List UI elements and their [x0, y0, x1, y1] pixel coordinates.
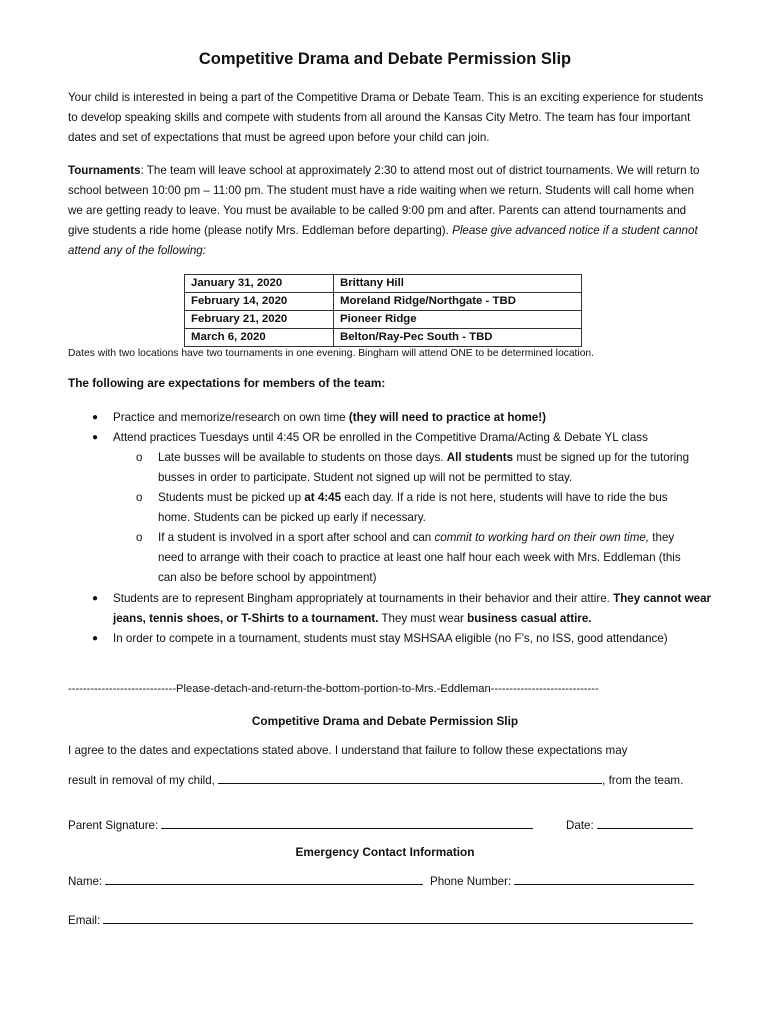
list-item: ● Students are to represent Bingham appropriately at tournaments in their behavior and their attire. They cannot wear jeans, tennis shoes, or T-Shirts to a tournament. They must wear business casual attire. — [92, 589, 712, 629]
table-row — [185, 329, 582, 347]
date-line: Date: — [566, 816, 693, 832]
phone-line: Phone Number: — [430, 872, 694, 888]
sub-list-item: o If a student is involved in a sport after school and can commit to working hard on their own time, they need to arrange with their coach to practice at least one half hour each week with Mrs. Eddleman (this can also be before school by appointment) — [136, 528, 696, 588]
table-row — [185, 311, 582, 329]
page-title: Competitive Drama and Debate Permission Slip — [198, 50, 572, 68]
name-line: Name: — [68, 872, 423, 888]
parent-signature-line: Parent Signature: — [68, 816, 533, 832]
tournament-date: March 6, 2020 — [185, 329, 334, 347]
slip-title: Competitive Drama and Debate Permission Slip — [251, 714, 519, 728]
email-line: Email: — [68, 911, 693, 927]
date-field[interactable] — [597, 816, 693, 829]
agreement-text: I agree to the dates and expectations stated above. I understand that failure to follow these expectations may — [68, 744, 628, 757]
sub-list-item: o Late busses will be available to students on those days. All students must be signed up for the tutoring busses in order to participate. Student not signed up will not be permitted to stay. — [136, 448, 696, 488]
phone-number-field[interactable] — [514, 872, 694, 885]
bullet-icon: ● — [92, 432, 99, 443]
tournaments-notice: Please give advanced notice if a student cannot attend any of the following: — [68, 224, 698, 257]
tournament-location: Moreland Ridge/Northgate - TBD — [334, 293, 582, 311]
sub-list-item: o Students must be picked up at 4:45 each day. If a ride is not here, students will have to ride the bus home. Students can be picked up early if necessary. — [136, 488, 696, 528]
child-name-field[interactable] — [218, 771, 602, 784]
table-row — [185, 275, 582, 293]
tournament-location: Pioneer Ridge — [334, 311, 582, 329]
agreement-child-line: result in removal of my child, , from the team. — [68, 771, 683, 787]
table-row — [185, 293, 582, 311]
tournament-date: January 31, 2020 — [185, 275, 334, 293]
sub-bullet-icon: o — [136, 451, 143, 464]
dates-note: Dates with two locations have two tournaments in one evening. Bingham will attend ONE to be determined location. — [68, 348, 595, 359]
list-item: ● Attend practices Tuesdays until 4:45 OR be enrolled in the Competitive Drama/Acting & Debate YL class — [92, 428, 712, 448]
tournaments-paragraph — [68, 161, 708, 261]
tournament-location: Brittany Hill — [334, 275, 582, 293]
parent-signature-field[interactable] — [161, 816, 533, 829]
tournament-location: Belton/Ray-Pec South - TBD — [334, 329, 582, 347]
bullet-icon: ● — [92, 593, 99, 604]
name-field[interactable] — [105, 872, 423, 885]
intro-paragraph: Your child is interested in being a part of the Competitive Drama or Debate Team. This is an exciting experience for students to develop speaking skills and compete with students from all around the Kansas City Metro. The team has four important dates and set of expectations that must be agreed upon before your child can join. — [68, 91, 704, 144]
list-item: ● In order to compete in a tournament, students must stay MSHSAA eligible (no F’s, no ISS, good attendance) — [92, 629, 712, 649]
tournament-dates-table — [184, 274, 582, 347]
bullet-icon: ● — [92, 412, 99, 423]
tournaments-label: Tournaments — [68, 164, 141, 177]
sub-bullet-icon: o — [136, 491, 143, 504]
sub-bullet-icon: o — [136, 531, 143, 544]
detach-line: -----------------------------Please-detach-and-return-the-bottom-portion-to-Mrs.-Eddleman----------------------------- — [68, 683, 599, 695]
tournament-date: February 14, 2020 — [185, 293, 334, 311]
tournaments-body: : The team will leave school at approximately 2:30 to attend most out of district tournaments. We will return to school between 10:00 pm – 11:00 pm. The student must have a ride waiting when we return. Students will call home when we are getting ready to leave. You must be available to be called 9:00 pm and after. Parents can attend tournaments and give students a ride home (please notify Mrs. Eddleman before departing). — [68, 164, 700, 237]
emergency-contact-heading: Emergency Contact Information — [295, 845, 475, 859]
tournament-date: February 21, 2020 — [185, 311, 334, 329]
email-field[interactable] — [103, 911, 693, 924]
list-item: ● Practice and memorize/research on own time (they will need to practice at home!) — [92, 408, 712, 428]
expectations-heading: The following are expectations for members of the team: — [68, 376, 386, 390]
bullet-icon: ● — [92, 633, 99, 644]
